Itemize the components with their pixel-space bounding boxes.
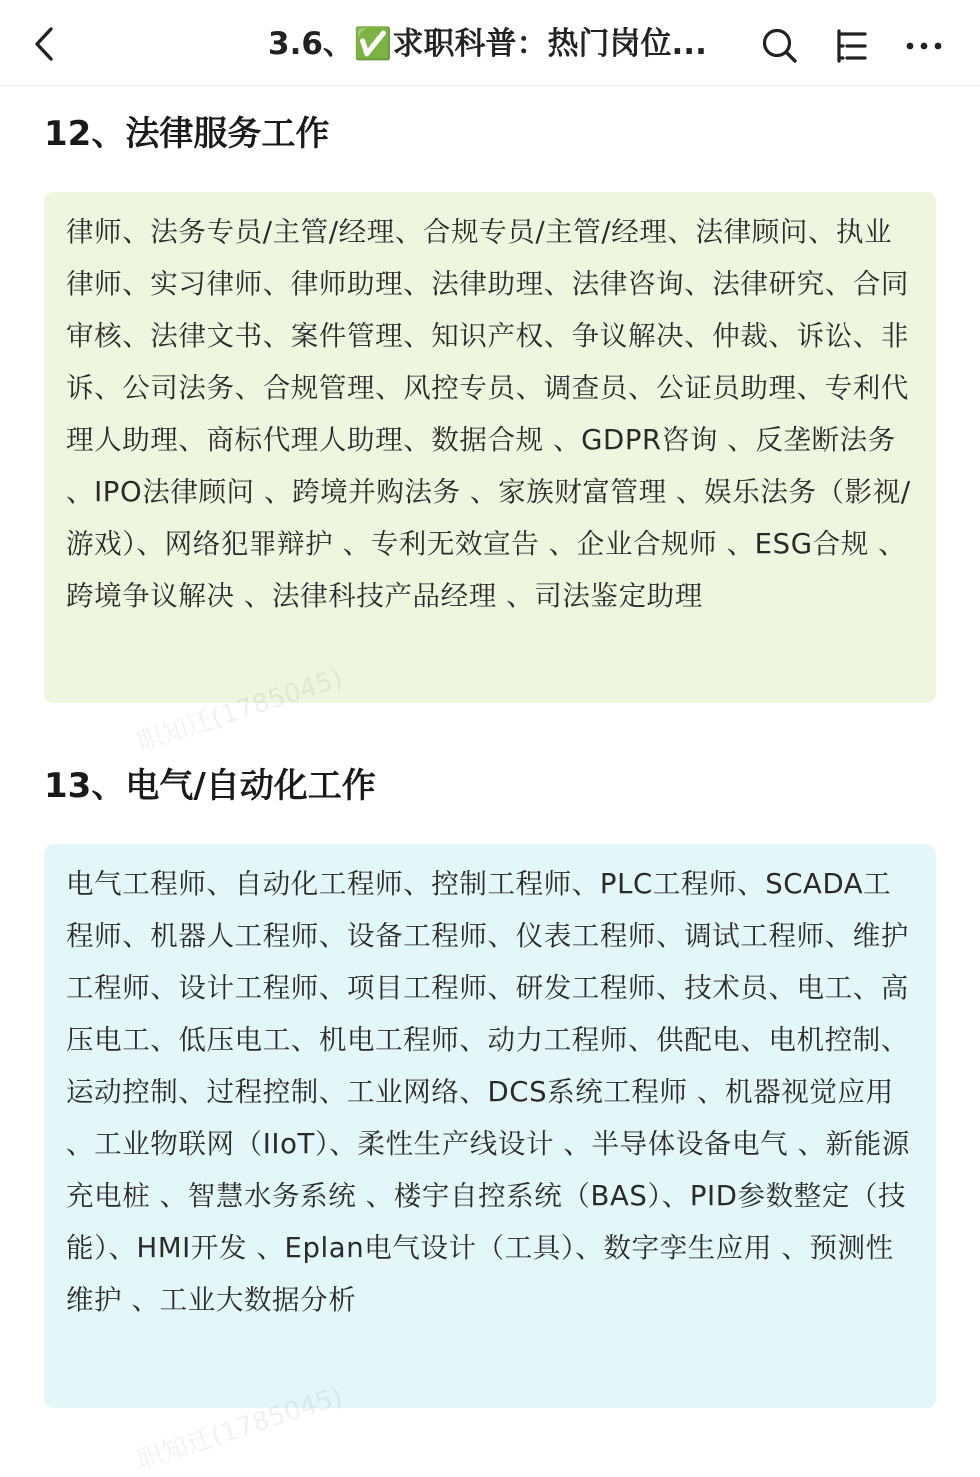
search-button[interactable] xyxy=(756,22,804,70)
back-button[interactable] xyxy=(22,20,66,68)
search-icon xyxy=(761,27,799,65)
article-title: 3.6、✅求职科普：热门岗位... xyxy=(268,26,707,62)
legal-jobs-text: 律师、法务专员/主管/经理、合规专员/主管/经理、法律顾问、执业律师、实习律师、律师助理、法律助理、法律咨询、法律研究、合同审核、法律文书、案件管理、知识产权、争议解决、仲裁、诉讼、非诉、公司法务、合规管理、风控专员、调查员、公证员助理、专利代理人助理、商标代理人助理、数据合规 、GDPR咨询 、反垄断法务 、IPO法律顾问 、跨境并购法务 、家族财富管理 、娱乐法务（影视/游戏）、网络犯罪辩护 、专利无效宣告 、企业合规师 、ESG合规 、跨境争议解决 、法律科技产品经理 、司法鉴定助理 xyxy=(66,216,911,612)
watermark: 职知迁(1785045) xyxy=(133,1381,347,1477)
table-of-contents-button[interactable] xyxy=(828,22,876,70)
electrical-jobs-text: 电气工程师、自动化工程师、控制工程师、PLC工程师、SCADA工程师、机器人工程师、设备工程师、仪表工程师、调试工程师、维护工程师、设计工程师、项目工程师、研发工程师、技术员、电工、高压电工、低压电工、机电工程师、动力工程师、供配电、电机控制、运动控制、过程控制、工业网络、DCS系统工程师 、机器视觉应用 、工业物联网（IIoT）、柔性生产线设计 、半导体设备电气 、新能源充电桩 、智慧水务系统 、楼宇自控系统（BAS）、PID参数整定（技能）、HMI开发 、Eplan电气设计（工具）、数字孪生应用 、预测性维护 、工业大数据分析 xyxy=(66,868,910,1316)
legal-jobs-card xyxy=(44,192,936,703)
table-of-contents-icon xyxy=(833,27,871,65)
section-heading-electrical: 13、电气/自动化工作 xyxy=(44,766,376,806)
more-horizontal-icon xyxy=(905,40,943,52)
watermark: 职知迁(1785045) xyxy=(133,663,347,759)
section-heading-legal: 12、法律服务工作 xyxy=(44,114,330,154)
more-options-button[interactable] xyxy=(900,22,948,70)
electrical-jobs-card xyxy=(44,844,936,1408)
top-navigation-bar xyxy=(0,0,980,86)
chevron-left-icon xyxy=(33,26,55,62)
